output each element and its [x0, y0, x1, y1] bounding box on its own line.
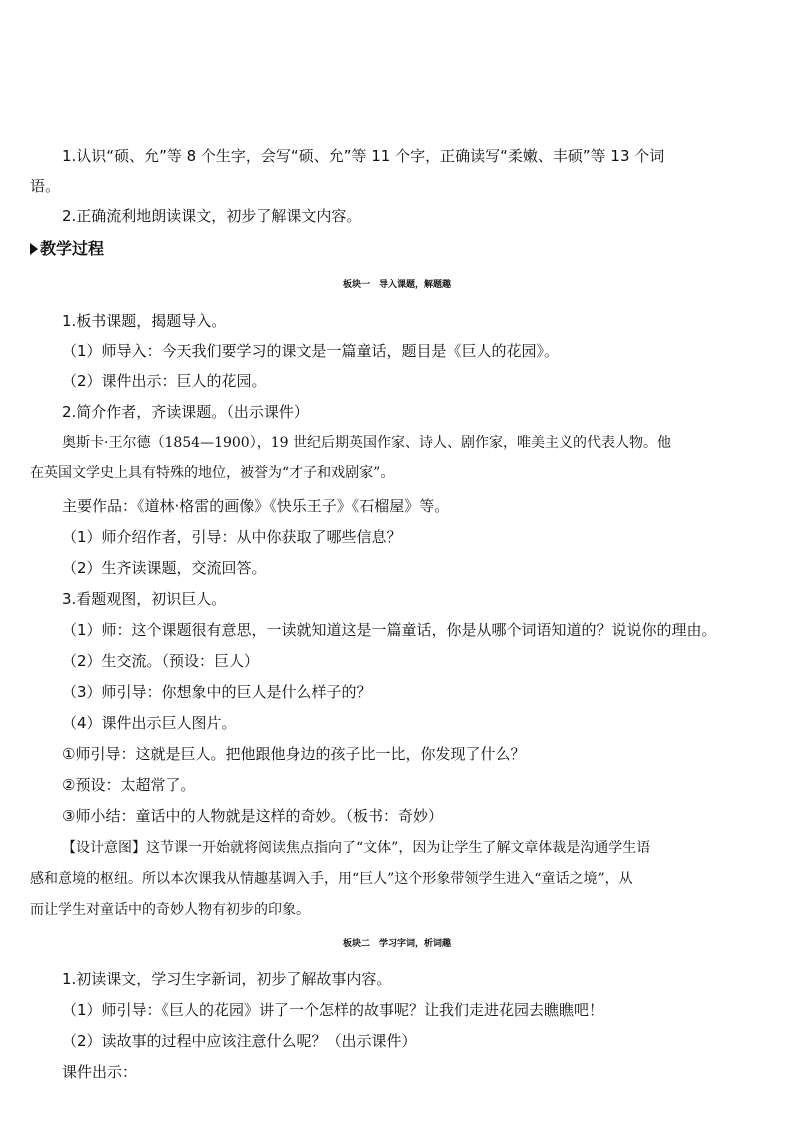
s1-line-10: （3）师引导：你想象中的巨人是什么样子的？ [62, 683, 372, 701]
section-1-title: 板块一 导入课题，解题趣 [342, 280, 451, 290]
design-intent-line-2: 感和意境的枢纽。所以本次课我从情趣基调入手，用“巨人”这个形象带领学生进入“童话之境”，从 [30, 871, 633, 887]
s2-line-3: （2）读故事的过程中应该注意什么呢？（出示课件） [62, 1032, 417, 1050]
s1-line-6: （2）生齐读课题，交流回答。 [62, 559, 267, 577]
s2-line-4: 课件出示： [62, 1063, 138, 1081]
s1-line-5: （1）师介绍作者，引导：从中你获取了哪些信息？ [62, 528, 402, 546]
section-2-title: 板块二 学习字词，析词趣 [342, 939, 451, 949]
teaching-process-heading [30, 239, 104, 259]
s2-line-2: （1）师引导：《巨人的花园》讲了一个怎样的故事呢？让我们走进花园去瞧瞧吧！ [62, 1001, 605, 1019]
design-intent-line-1: 【设计意图】这节课一开始就将阅读焦点指向了“文体”，因为让学生了解文章体裁是沟通学生语 [62, 840, 651, 856]
teaching-process-label: 教学过程 [40, 239, 105, 258]
author-intro-line-2: 在英国文学史上具有特殊的地位，被誉为“才子和戏剧家”。 [30, 465, 395, 481]
s1-line-2: （1）师导入：今天我们要学习的课文是一篇童话，题目是《巨人的花园》。 [62, 342, 560, 360]
s1-line-14: ③师小结：童话中的人物就是这样的奇妙。（板书：奇妙） [62, 807, 443, 825]
objective-2: 2.正确流利地朗读课文，初步了解课文内容。 [62, 207, 362, 225]
s1-line-12: ①师引导：这就是巨人。把他跟他身边的孩子比一比，你发现了什么？ [62, 745, 526, 763]
s2-line-1: 1.初读课文，学习生字新词，初步了解故事内容。 [62, 970, 392, 988]
objective-1-line-1: 1.认识“硕、允”等 8 个生字，会写“硕、允”等 11 个字，正确读写“柔嫩、丰硕”等 13 个词 [62, 147, 665, 165]
s1-line-3: （2）课件出示：巨人的花园。 [62, 372, 267, 390]
s1-works-line: 主要作品：《道林·格雷的画像》《快乐王子》《石榴屋》等。 [62, 497, 450, 515]
s1-line-13: ②预设：太超常了。 [62, 776, 196, 794]
s1-line-4: 2.简介作者，齐读课题。（出示课件） [62, 403, 309, 421]
s1-line-1: 1.板书课题，揭题导入。 [62, 312, 227, 330]
s1-line-11: （4）课件出示巨人图片。 [62, 714, 237, 732]
s1-line-9: （2）生交流。（预设：巨人） [62, 652, 260, 670]
triangle-bullet-icon [30, 243, 38, 255]
author-intro-line-1: 奥斯卡·王尔德（1854—1900），19 世纪后期英国作家、诗人、剧作家，唯美主义的代表人物。他 [62, 435, 671, 451]
objective-1-line-2: 语。 [30, 177, 61, 195]
design-intent-line-3: 而让学生对童话中的奇妙人物有初步的印象。 [30, 902, 310, 918]
s1-line-7: 3.看题观图，初识巨人。 [62, 590, 227, 608]
s1-line-8: （1）师：这个课题很有意思，一读就知道这是一篇童话，你是从哪个词语知道的？说说你的理由。 [62, 621, 717, 639]
